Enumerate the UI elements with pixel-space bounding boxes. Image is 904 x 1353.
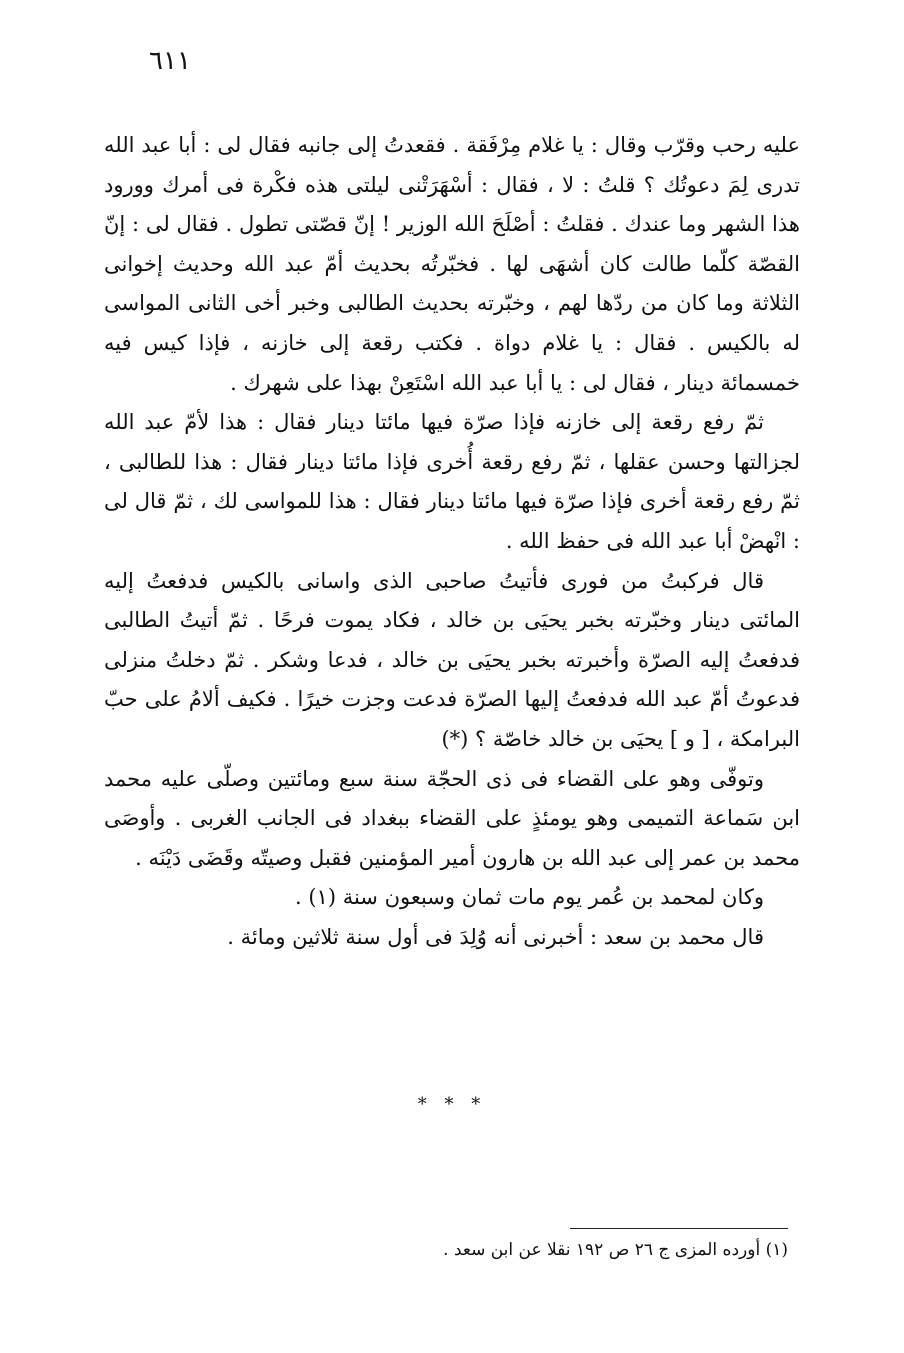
paragraph: وتوفّى وهو على القضاء فى ذى الحجّة سنة سبع ومائتين وصلّى عليه محمد ابن سَماعة التميمى وهو يومئذٍ على القضاء ببغداد فى الجانب الغربى . وأوصَى محمد بن عمر إلى عبد الله بن هارون أمير المؤمنين فقبل وصيتّه وقَضَى دَيْنَه .: [104, 766, 800, 870]
section-separator: * * *: [417, 1094, 487, 1115]
paragraph: قال فركبتُ من فورى فأتيتُ صاحبى الذى واسانى بالكيس فدفعتُ إليه المائتى دينار وخبّرته بخبر يحيَى بن خالد ، فكاد يموت فرحًا . ثمّ أتيتُ الطالبى فدفعتُ إليه الصرّة وأخبرته بخبر يحيَى بن خالد ، فدعا وشكر . ثمّ دخلتُ منزلى فدعوتُ أمّ عبد الله فدفعتُ إليها الصرّة فدعت وجزت خيرًا . فكيف ألامُ على حبّ البرامكة ، [ و ] يحيَى بن خالد خاصّة ؟ (*): [104, 568, 800, 751]
paragraph: وكان لمحمد بن عُمر يوم مات ثمان وسبعون سنة (١) .: [295, 885, 764, 910]
page-number: ٦١١: [149, 46, 191, 76]
paragraph: عليه رحب وقرّب وقال : يا غلام مِرْفَقة . فقعدتُ إلى جانبه فقال لى : أبا عبد الله تدرى لِمَ دعوتُك ؟ قلتُ : لا ، فقال : أسْهَرَتْنى ليلتى هذه فكْرة فى أمرك وورود هذا الشهر وما عندك . فقلتُ : أصْلَحَ الله الوزير ! إنّ قصّتى تطول . فقال لى : إنّ القصّة كلّما طالت كان أشهَى لها . فخبّرتُه بحديث أمّ عبد الله وحديث إخوانى الثلاثة وما كان من ردّها لهم ، وخبّرته بحديث الطالبى وخبر أخى الثانى المواسى له بالكيس . فقال : يا غلام دواة . فكتب رقعة إلى خازنه ، فإذا كيس فيه خمسمائة دينار ، فقال لى : يا أبا عبد الله اسْتَعِنْ بهذا على شهرك .: [104, 133, 800, 395]
paragraph: قال محمد بن سعد : أخبرنى أنه وُلِدَ فى أول سنة ثلاثين ومائة .: [227, 924, 764, 949]
footnote-divider: [570, 1228, 788, 1229]
main-text: [104, 126, 800, 957]
paragraph: ثمّ رفع رقعة إلى خازنه فإذا صرّة فيها مائتا دينار فقال : هذا لأمّ عبد الله لجزالتها وحسن عقلها ، ثمّ رفع رقعة أُخرى فإذا مائتا دينار فقال : هذا للطالبى ، ثمّ رفع رقعة أخرى فإذا صرّة فيها مائتا دينار فقال : هذا للمواسى لك ، ثمّ قال لى : انْهضْ أبا عبد الله فى حفظ الله .: [104, 410, 800, 553]
footnote: (١) أورده المزى ج ٢٦ ص ١٩٢ نقلا عن ابن سعد .: [443, 1240, 788, 1260]
